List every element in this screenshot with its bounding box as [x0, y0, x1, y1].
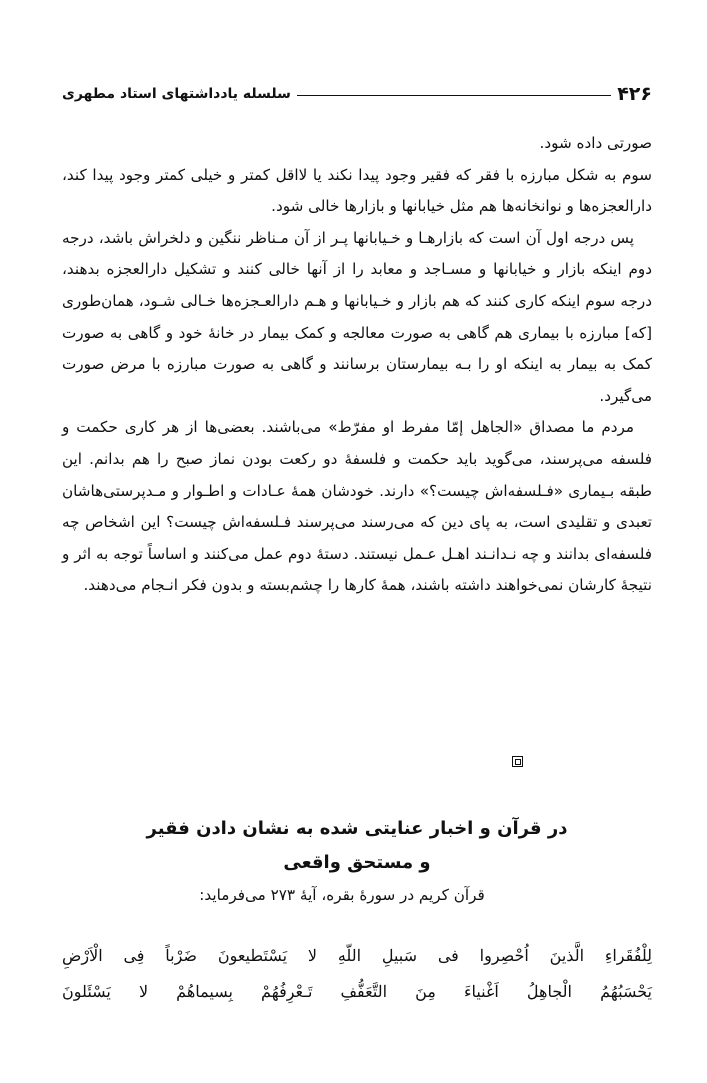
verse-line: یَحْسَبُهُمُ الْجاهِلُ اَغْنیاءَ مِنَ التَّعَفُّفِ تَـعْرِفُهُمْ بِسیماهُمْ لا یَسْئَلونَ	[62, 982, 652, 1001]
paragraph: صورتی داده شود.	[539, 134, 652, 152]
page-header	[62, 78, 652, 110]
quote-intro: قرآن کریم در سورهٔ بقره، آیهٔ ۲۷۳ می‌فرماید:	[199, 886, 485, 904]
paragraph: پس درجه اول آن است که بازارهـا و خـیابانها پـر از آن مـناظر ننگین و دلخراش باشد، درجه دوم اینکه بازار و خیابانها و مسـاجد و معابد را از آنها خالی کنند و تشکیل دارالعجزه بدهند، درجه سوم اینکه کاری کنند که هم بازار و خـیابانها و هـم دارالعـجزه‌ها خـالی شـود، همان‌طوری [که] مبارزه با بیماری هم گاهی به صورت معالجه و کمک بیمار در خانهٔ خود و گاهی به صورت کمک به بیمار به اینکه او را بـه بیمارستان برسانند و گاهی به صورت مبارزه با مرض صورت می‌گیرد.	[62, 228, 652, 405]
paragraph: مردم ما مصداق «الجاهل إمّا مفرط او مفرّط» می‌باشند. بعضی‌ها از هر کاری حکمت و فلسفه می‌پرسند، می‌گوید باید حکمت و فلسفهٔ دو رکعت بودن نماز صبح را هم بدانم. این طبقه بـیماری «فـلسفه‌اش چیست؟» دارند. خودشان همهٔ عـادات و اطـوار و مـدپرستی‌هاشان تعبدی و تقلیدی است، به پای دین که می‌رسند می‌پرسند فـلسفه‌اش چیست؟ این اشخاص چه فلسفه‌ای بدانند و چه نـدانـند اهـل عـمل نیستند. دستهٔ دوم عمل می‌کنند و اساساً توجه به اثر و نتیجهٔ کارشان نمی‌خواهند داشته باشند، همهٔ کارها را چشم‌بسته و بدون فکر انـجام می‌دهند.	[62, 418, 652, 595]
section-end-mark-icon	[512, 756, 523, 767]
body-text	[62, 128, 652, 602]
section-heading	[62, 812, 652, 880]
section-heading-line: و مستحق واقعی	[283, 852, 431, 873]
running-title: سلسله یادداشتهای استاد مطهری	[62, 86, 291, 102]
verse-line: لِلْفُقَراءِ الَّذینَ اُحْصِروا فی سَبیلِ اللّهِ لا یَسْتَطیعونَ ضَرْباً فِی الْاَرْضِ	[62, 946, 652, 965]
page-number: ۴۲۶	[617, 83, 652, 105]
quran-verse	[62, 938, 652, 1010]
paragraph: سوم به شکل مبارزه با فقر که فقیر وجود پیدا نکند یا لااقل کمتر و خیلی کمتر وجود پیدا کند، دارالعجزه‌ها و نوانخانه‌ها هم مثل خیابانها و بازارها خالی شود.	[62, 165, 652, 216]
section-heading-line: در قرآن و اخبار عنایتی شده به نشان دادن فقیر	[146, 818, 568, 839]
header-rule	[297, 95, 611, 96]
